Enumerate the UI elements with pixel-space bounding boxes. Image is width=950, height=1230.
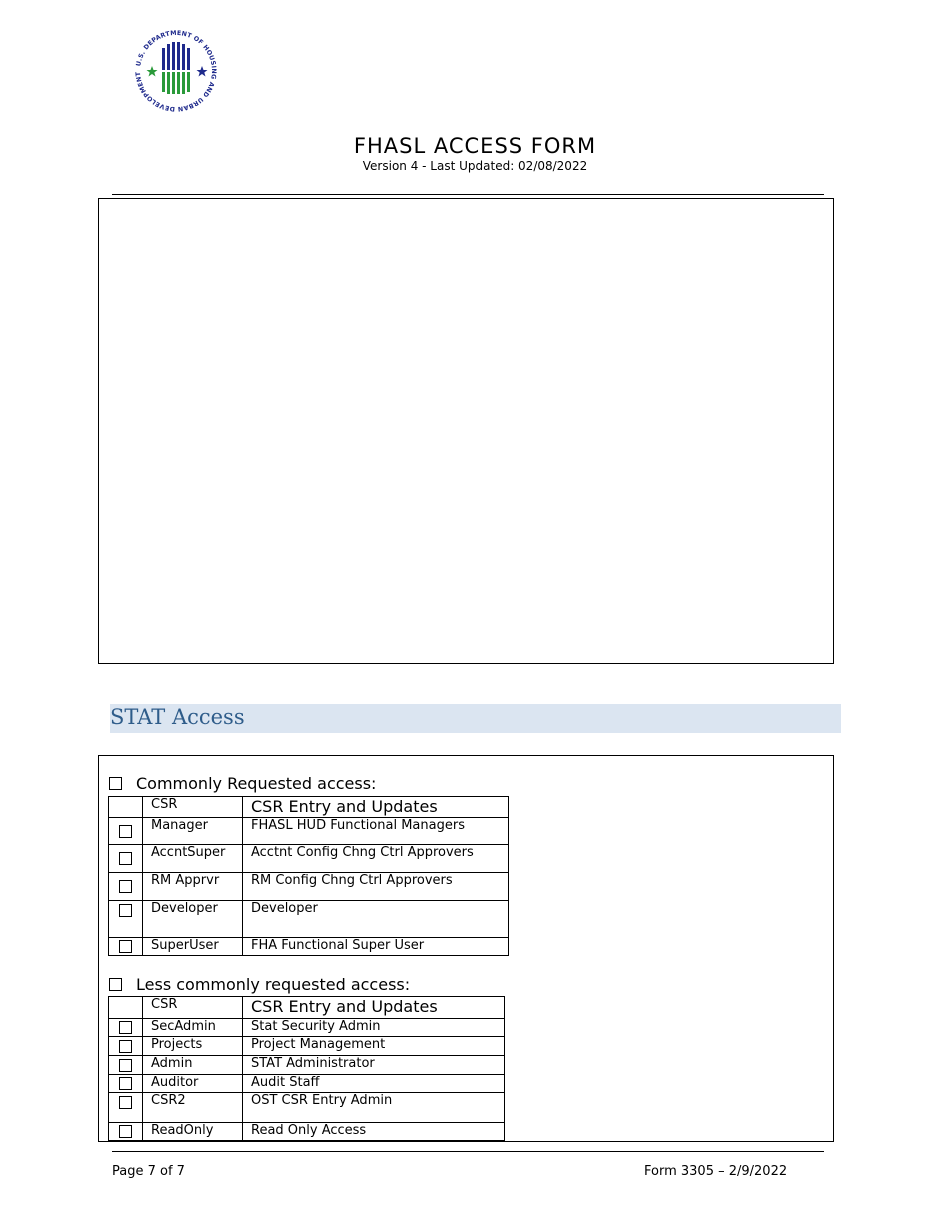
stat-section-heading: STAT Access	[110, 705, 245, 729]
role-code: CSR2	[143, 1093, 243, 1123]
role-code: Projects	[143, 1037, 243, 1056]
form-version: Version 4 - Last Updated: 02/08/2022	[362, 159, 588, 173]
header-blank-cell	[109, 797, 143, 818]
role-checkbox-manager[interactable]	[119, 825, 132, 838]
header-code-cell: CSR	[143, 997, 243, 1019]
header-desc-cell: CSR Entry and Updates	[243, 997, 505, 1019]
less-common-access-group[interactable]	[109, 975, 410, 994]
role-checkbox-projects[interactable]	[119, 1040, 132, 1053]
role-desc: Stat Security Admin	[243, 1019, 505, 1037]
common-access-group[interactable]	[109, 774, 376, 793]
table-row	[109, 1037, 505, 1056]
role-code: SecAdmin	[143, 1019, 243, 1037]
role-checkbox-secadmin[interactable]	[119, 1021, 132, 1034]
table-header-row	[109, 797, 509, 818]
table-row	[109, 1075, 505, 1093]
role-code: Auditor	[143, 1075, 243, 1093]
role-desc: OST CSR Entry Admin	[243, 1093, 505, 1123]
role-code: SuperUser	[143, 938, 243, 956]
role-code: AccntSuper	[143, 845, 243, 873]
role-code: Manager	[143, 818, 243, 845]
role-checkbox-readonly[interactable]	[119, 1125, 132, 1138]
table-header-row	[109, 997, 505, 1019]
hud-seal-logo	[128, 30, 224, 112]
seal-ring-text: U.S. DEPARTMENT OF HOUSING AND URBAN DEVELOPMENT	[134, 30, 218, 112]
role-checkbox-superuser[interactable]	[119, 940, 132, 953]
common-access-label: Commonly Requested access:	[136, 774, 377, 793]
table-row	[109, 901, 509, 938]
role-checkbox-admin[interactable]	[119, 1059, 132, 1072]
role-desc: FHA Functional Super User	[243, 938, 509, 956]
blue-star-icon	[197, 66, 208, 77]
table-row	[109, 845, 509, 873]
role-checkbox-rm-apprvr[interactable]	[119, 880, 132, 893]
role-desc: RM Config Chng Ctrl Approvers	[243, 873, 509, 901]
role-code: Admin	[143, 1056, 243, 1075]
form-title: FHASL ACCESS FORM	[353, 134, 597, 158]
role-checkbox-csr2[interactable]	[119, 1096, 132, 1109]
role-desc: Project Management	[243, 1037, 505, 1056]
less-common-access-checkbox[interactable]	[109, 978, 122, 991]
role-desc: Read Only Access	[243, 1123, 505, 1141]
access-box-bottom-border	[98, 1141, 834, 1142]
table-row	[109, 1019, 505, 1037]
header-blank-cell	[109, 997, 143, 1019]
table-row	[109, 818, 509, 845]
table-row	[109, 873, 509, 901]
table-row	[109, 1056, 505, 1075]
role-checkbox-developer[interactable]	[119, 904, 132, 917]
role-checkbox-accntsuper[interactable]	[119, 852, 132, 865]
green-star-icon	[147, 66, 158, 77]
table-row	[109, 1093, 505, 1123]
role-code: Developer	[143, 901, 243, 938]
less-common-access-label: Less commonly requested access:	[136, 975, 411, 994]
role-desc: Audit Staff	[243, 1075, 505, 1093]
footer-page-number: Page 7 of 7	[112, 1164, 185, 1179]
role-desc: Developer	[243, 901, 509, 938]
less-common-access-table	[108, 996, 505, 1141]
role-desc: Acctnt Config Chng Ctrl Approvers	[243, 845, 509, 873]
common-access-checkbox[interactable]	[109, 777, 122, 790]
common-access-table	[108, 796, 509, 956]
role-code: RM Apprvr	[143, 873, 243, 901]
footer-divider	[112, 1151, 824, 1152]
role-checkbox-auditor[interactable]	[119, 1077, 132, 1090]
footer-form-id: Form 3305 – 2/9/2022	[644, 1164, 788, 1179]
role-code: ReadOnly	[143, 1123, 243, 1141]
table-row	[109, 1123, 505, 1141]
header-code-cell: CSR	[143, 797, 243, 818]
form-content-box	[98, 198, 834, 664]
header-desc-cell: CSR Entry and Updates	[243, 797, 509, 818]
role-desc: FHASL HUD Functional Managers	[243, 818, 509, 845]
header-divider	[112, 194, 824, 195]
table-row	[109, 938, 509, 956]
role-desc: STAT Administrator	[243, 1056, 505, 1075]
